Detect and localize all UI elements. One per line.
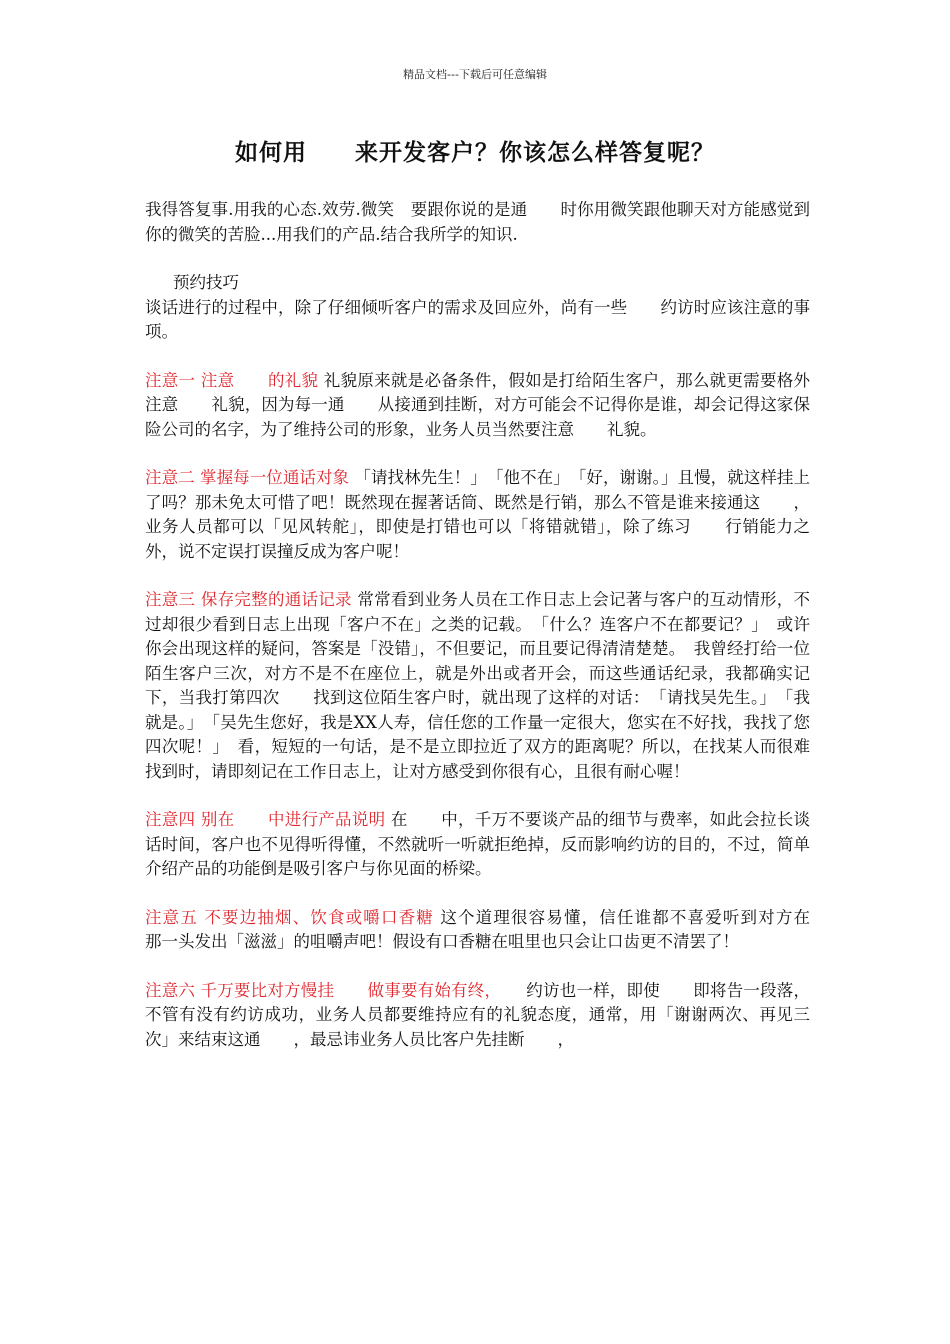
note-paragraph-2 bbox=[145, 466, 843, 564]
note-label: 注意三 保存完整的通话记录 bbox=[145, 590, 352, 609]
document-body bbox=[145, 198, 843, 1052]
document-title: 如何用 来开发客户？你该怎么样答复呢？ bbox=[235, 140, 715, 166]
note-paragraph-5 bbox=[145, 906, 843, 955]
note-text: 「请找林先生！」 「他不在」 「好，谢谢。」且慢，就这样挂上 了吗？那未免太可惜了吧！既然现在握著话筒、既然是行销，那么不管是谁来接通这 ，业务人员都可以「见风转舵」，即使是打错也可以「将错就错」，除了练习 行销能力之外，说不定误打误撞反成为客户呢！ bbox=[145, 468, 843, 561]
note-label: 注意二 掌握每一位通话对象 bbox=[145, 468, 350, 487]
note-label: 注意四 别在 中进行产品说明 bbox=[145, 810, 386, 829]
note-label: 注意五 不要边抽烟、饮食或嚼口香糖 bbox=[145, 907, 434, 927]
intro-paragraph: 我得答复事.用我的心态.效劳.微笑 要跟你说的是通 时你用微笑跟他聊天对方能感觉到你的微笑的苦脸...用我们的产品.结合我所学的知识. bbox=[145, 200, 810, 244]
note-paragraph-3 bbox=[145, 588, 810, 784]
note-paragraph-1 bbox=[145, 369, 810, 443]
note-text: 在 中，千万不要谈产品的细节与费率，如此会拉长谈话时间，客户也不见得听得懂，不然就听一听就拒绝掉，反而影响约访的目的，不过，简单介绍产品的功能倒是吸引客户与你见面的桥梁。 bbox=[145, 810, 810, 878]
note-paragraph-4 bbox=[145, 808, 810, 882]
note-paragraph-6 bbox=[145, 979, 810, 1053]
note-text: 约访也一样，即使 即将告一段落，不管有没有约访成功，业务人员都要维持应有的礼貌态度，通常，用「谢谢两次、再见三次」来结束这通 ，最忌讳业务人员比客户先挂断 ， bbox=[145, 980, 811, 1049]
section-heading: 预约技巧 bbox=[173, 273, 239, 292]
section-intro: 谈话进行的过程中，除了仔细倾听客户的需求及回应外，尚有一些 约访时应该注意的事项。 bbox=[145, 297, 810, 341]
note-label: 注意六 千万要比对方慢挂 做事要有始有终， bbox=[145, 980, 493, 1000]
note-text: 这个道理很容易懂，信任谁都不喜爱听到对方在 那一头发出「滋滋」的咀嚼声吧！假设有口香糖在咀里也只会让口齿更不清罢了！ bbox=[145, 907, 843, 951]
note-text: 常常看到业务人员在工作日志上会记著与客户的互动情形，不过却很少看到日志上出现「客户不在」之类的记载。 「什么？连客户不在都要记？」 或许你会出现这样的疑问，答案是「没错」，不但要记，而且要记得清清楚楚。 我曾经打给一位陌生客户三次，对方不是不在座位上，就是外出或者开会，而这些通话纪录，我都确实记下，当我打第四次 找到这位陌生客户时，就出现了这样的对话： 「请找吴先生。」 「我就是。」 「吴先生您好，我是XX人寿，信任您的工作量一定很大，您实在不好找，我找了您四次呢！」 看，短短的一句话，是不是立即拉近了双方的距离呢？所以，在找某人而很难找到时，请即刻记在工作日志上，让对方感受到你很有心，且很有耐心喔！ bbox=[145, 590, 810, 781]
note-label: 注意一 注意 的礼貌 bbox=[145, 370, 319, 390]
page-header: 精品文档---下载后可任意编辑 bbox=[403, 68, 547, 81]
note-text: 礼貌原来就是必备条件，假如是打给陌生客户，那么就更需要格外注意 礼貌，因为每一通 从接通到挂断，对方可能会不记得你是谁，却会记得这家保险公司的名字，为了维持公司的形象，业务人员当然要注意 礼貌。 bbox=[145, 370, 811, 439]
